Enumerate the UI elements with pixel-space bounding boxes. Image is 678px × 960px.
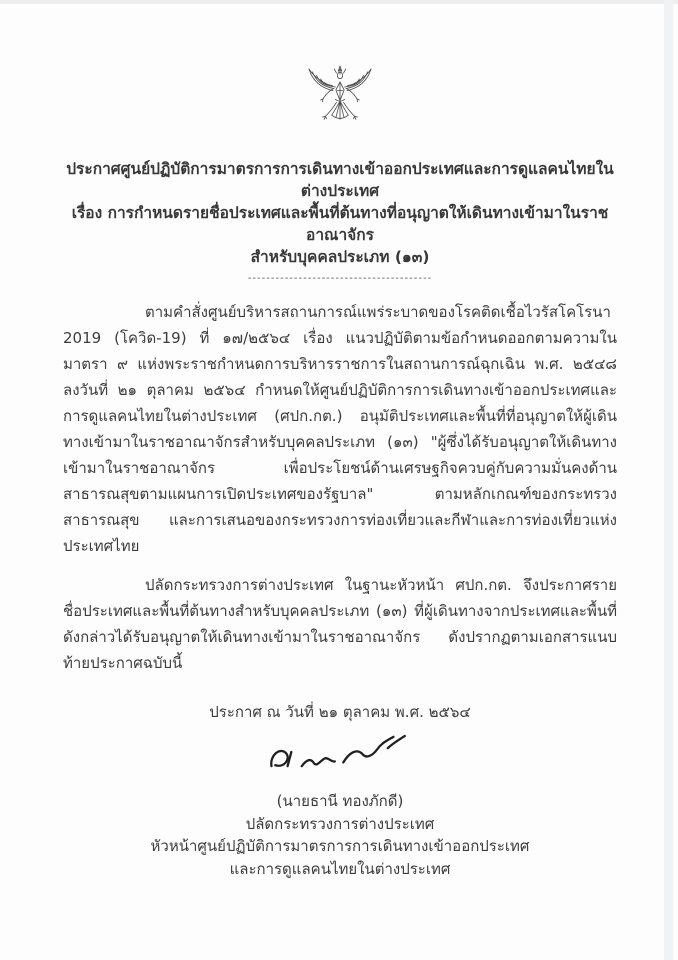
separator-dashes: ---------------------------------------- (247, 273, 433, 284)
signatory-position-1: ปลัดกระทรวงการต่างประเทศ (245, 814, 435, 833)
garuda-emblem-icon (63, 50, 617, 154)
signatory-position-2: หัวหน้าศูนย์ปฏิบัติการมาตรการการเดินทางเข้าออกประเทศ (150, 837, 530, 855)
body-paragraph-1: ตามคำสั่งศูนย์บริหารสถานการณ์แพร่ระบาดของโรคติดเชื้อไวรัสโคโรนา 2019 (โควิด-19) ที่ ๑๗/๒๕๖๔ เรื่อง แนวปฏิบัติตามข้อกำหนดออกตามความในมาตรา ๙ แห่งพระราชกำหนดการบริหารราชการในสถานการณ์ฉุกเฉิน พ.ศ. ๒๕๔๘ ลงวันที่ ๒๑ ตุลาคม ๒๕๖๔ กำหนดให้ศูนย์ปฏิบัติการการเดินทางเข้าออกประเทศและการดูแลคนไทยในต่างประเทศ (ศปก.กต.) อนุมัติประเทศและพื้นที่ที่อนุญาตให้ผู้เดินทางเข้ามาในราชอาณาจักรสำหรับบุคคลประเภท (๑๓) "ผู้ซึ่งได้รับอนุญาตให้เดินทางเข้ามาในราชอาณาจักร เพื่อประโยชน์ด้านเศรษฐกิจควบคู่กับความมั่นคงด้านสาธารณสุขตามแผนการเปิดประเทศของรัฐบาล" ตามหลักเกณฑ์ของกระทรวงสาธารณสุข และการเสนอของกระทรวงการท่องเที่ยวและกีฬาและการท่องเที่ยวแห่งประเทศไทย (63, 303, 617, 555)
signatory-position-3: และการดูแลคนไทยในต่างประเทศ (229, 859, 451, 878)
document-title (63, 158, 617, 268)
promulgation-date-line: ประกาศ ณ วันที่ ๒๑ ตุลาคม พ.ศ. ๒๕๖๔ (209, 703, 471, 721)
title-line-3: สำหรับบุคคลประเภท (๑๓) (250, 248, 430, 266)
handwritten-signature-icon (63, 734, 617, 786)
signatory-block (63, 790, 617, 880)
signatory-name: (นายธานี ทองภักดี) (276, 792, 404, 810)
title-line-1: ประกาศศูนย์ปฏิบัติการมาตรการการเดินทางเข้าออกประเทศและการดูแลคนไทยในต่างประเทศ (66, 160, 614, 200)
page-right-edge (664, 0, 673, 960)
title-line-2: เรื่อง การกำหนดรายชื่อประเทศและพื้นที่ต้นทางที่อนุญาตให้เดินทางเข้ามาในราชอาณาจักร (71, 204, 609, 244)
body-paragraph-2: ปลัดกระทรวงการต่างประเทศ ในฐานะหัวหน้า ศปก.กต. จึงประกาศรายชื่อประเทศและพื้นที่ต้นทางสำหรับบุคคลประเภท (๑๓) ที่ผู้เดินทางจากประเทศและพื้นที่ดังกล่าวได้รับอนุญาตให้เดินทางเข้ามาในราชอาณาจักร ดังปรากฏตามเอกสารแนบท้ายประกาศฉบับนี้ (63, 576, 617, 672)
document-content (63, 4, 617, 880)
